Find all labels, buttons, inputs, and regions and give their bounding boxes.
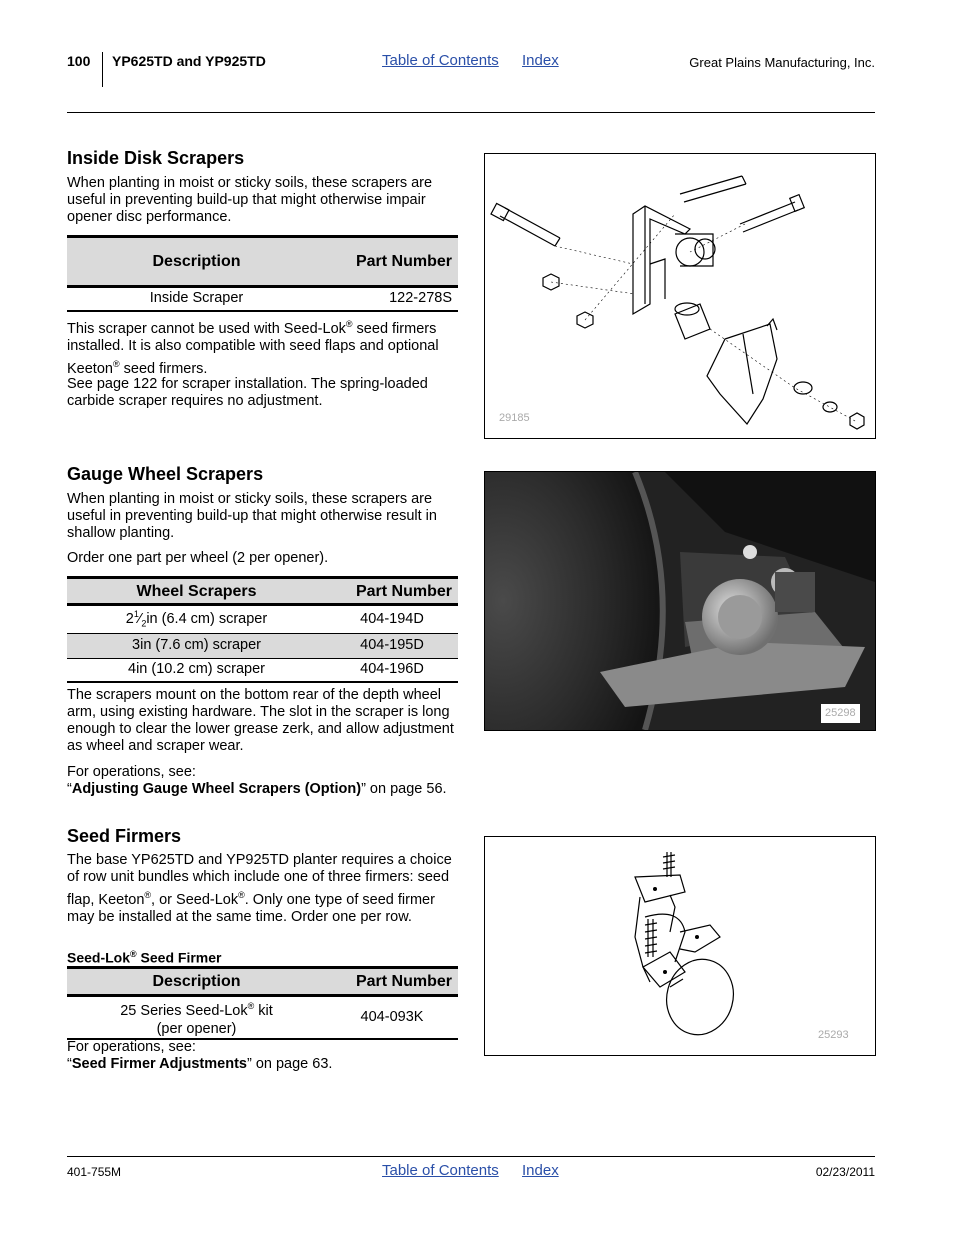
registered-mark: ® — [112, 358, 120, 369]
row-part-number: 404-194D — [360, 610, 424, 627]
row-description-text: (per opener) — [156, 1020, 237, 1037]
gauge-wheel-scraper-photo — [484, 471, 876, 731]
inside-disk-compat-note — [67, 316, 459, 378]
registered-mark: ® — [247, 1001, 255, 1011]
header-rule — [67, 112, 875, 113]
ops-lead: For operations, see: — [67, 1039, 196, 1055]
col-header-description: Description — [67, 237, 326, 287]
ops-quote: “ — [67, 1056, 72, 1072]
inside-scraper-exploded-drawing — [485, 154, 875, 438]
footer-rule — [67, 1156, 875, 1157]
intro-text: , or Seed-Lok — [151, 891, 239, 908]
row-description-text: in (6.4 cm) scraper — [146, 610, 268, 627]
registered-mark: ® — [345, 319, 353, 329]
gauge-wheel-mount-note: The scrapers mount on the bottom rear of the depth wheel arm, using existing hardware. The slot in the scraper is long enough to clear the lower grease zerk, and allow adjustment as wheel and scraper wear. — [67, 687, 454, 754]
row-part-number: 404-195D — [360, 637, 424, 654]
row-description: 3in (7.6 cm) scraper — [132, 637, 261, 654]
seed-lok-subheading — [67, 946, 221, 967]
table-row — [67, 287, 458, 311]
figure-id: 25293 — [818, 1029, 849, 1041]
intro-text: The base YP625TD and YP925TD planter requires a choice of row unit bundles which include one of three firmers: seed flap, Keeton — [67, 852, 452, 908]
intro-text: . Only one type of seed firmer may be installed at the same time. Order one per row. — [67, 891, 435, 925]
subheading-text: Seed Firmer — [136, 949, 222, 966]
manual-model-title: YP625TD and YP925TD — [112, 53, 266, 69]
figure-id: 29185 — [499, 412, 530, 424]
table-row — [67, 658, 458, 682]
footer-toc-link[interactable]: Table of Contents — [382, 1162, 499, 1179]
registered-mark: ® — [238, 889, 245, 900]
page-number: 100 — [67, 53, 91, 69]
header-index-link[interactable]: Index — [522, 52, 559, 69]
fraction-numerator: 1 — [133, 609, 139, 619]
note-text: seed firmers installed. It is also compatible with seed flaps and optional Keeton — [67, 320, 439, 377]
seed-lok-parts-table — [67, 966, 458, 1040]
ops-tail: ” on page 63. — [246, 1056, 333, 1072]
seed-lok-firmer-figure — [484, 836, 876, 1056]
note-text: seed firmers. — [119, 360, 208, 377]
row-part-number: 404-093K — [360, 1008, 424, 1025]
row-part-number: 404-196D — [360, 661, 424, 678]
section-heading-inside-disk: Inside Disk Scrapers — [67, 148, 245, 168]
col-header-part-number: Part Number — [326, 237, 458, 287]
table-row — [67, 996, 458, 1039]
col-header-part-number: Part Number — [326, 968, 458, 996]
row-description-text: 25 Series Seed-Lok — [120, 1002, 248, 1019]
registered-mark: ® — [130, 949, 137, 959]
footer-index-link[interactable]: Index — [522, 1162, 559, 1179]
ops-reference-link[interactable]: Adjusting Gauge Wheel Scrapers (Option) — [71, 781, 362, 797]
company-name: Great Plains Manufacturing, Inc. — [689, 55, 875, 70]
gauge-wheel-photo-render — [485, 472, 875, 730]
gauge-wheel-ops-ref — [67, 764, 459, 798]
inside-disk-install-note: See page 122 for scraper installation. The spring-loaded carbide scraper requires no adjustment. — [67, 376, 428, 409]
row-description-text: kit — [254, 1002, 273, 1019]
inside-scraper-exploded-figure — [484, 153, 876, 439]
gauge-wheel-order-note: Order one part per wheel (2 per opener). — [67, 550, 329, 566]
row-part-number: 122-278S — [389, 290, 452, 307]
col-header-description: Description — [67, 968, 326, 996]
inside-disk-parts-table — [67, 235, 458, 312]
col-header-part-number: Part Number — [326, 578, 458, 605]
col-header-wheel-scrapers: Wheel Scrapers — [67, 578, 326, 605]
header-divider — [102, 52, 103, 87]
seed-firmers-intro — [67, 852, 459, 926]
table-row — [67, 605, 458, 634]
inside-disk-intro: When planting in moist or sticky soils, these scrapers are useful in preventing build-up that might otherwise impair opener disc performance. — [67, 175, 433, 225]
seed-firmer-ops-ref — [67, 1039, 459, 1073]
header-toc-link[interactable]: Table of Contents — [382, 52, 499, 69]
row-description — [67, 996, 326, 1039]
registered-mark: ® — [144, 889, 152, 900]
gauge-wheel-parts-table — [67, 576, 458, 683]
fraction-whole: 2 — [125, 610, 134, 627]
table-row — [67, 633, 458, 658]
ops-lead: For operations, see: — [67, 764, 196, 780]
figure-id: 25298 — [821, 704, 860, 723]
gauge-wheel-intro: When planting in moist or sticky soils, these scrapers are useful in preventing build-up that might otherwise result in shallow planting. — [67, 491, 437, 541]
subheading-text: Seed-Lok — [67, 949, 131, 966]
ops-reference-link[interactable]: Seed Firmer Adjustments — [71, 1056, 247, 1072]
document-number: 401-755M — [67, 1165, 122, 1179]
ops-quote: “ — [67, 781, 72, 797]
ops-tail: ” on page 56. — [361, 781, 447, 797]
note-text: This scraper cannot be used with Seed-Lok — [67, 320, 346, 337]
publication-date: 02/23/2011 — [815, 1165, 875, 1179]
section-heading-gauge-wheel: Gauge Wheel Scrapers — [67, 464, 264, 484]
row-description: 4in (10.2 cm) scraper — [128, 661, 265, 678]
fraction-denominator: 2 — [141, 618, 147, 629]
seed-lok-firmer-drawing — [485, 837, 875, 1055]
row-description: $2^1⁄_2in$ (6.4 cm) scraper — [125, 609, 268, 629]
section-heading-seed-firmers: Seed Firmers — [67, 826, 182, 846]
row-description: Inside Scraper — [149, 290, 244, 307]
